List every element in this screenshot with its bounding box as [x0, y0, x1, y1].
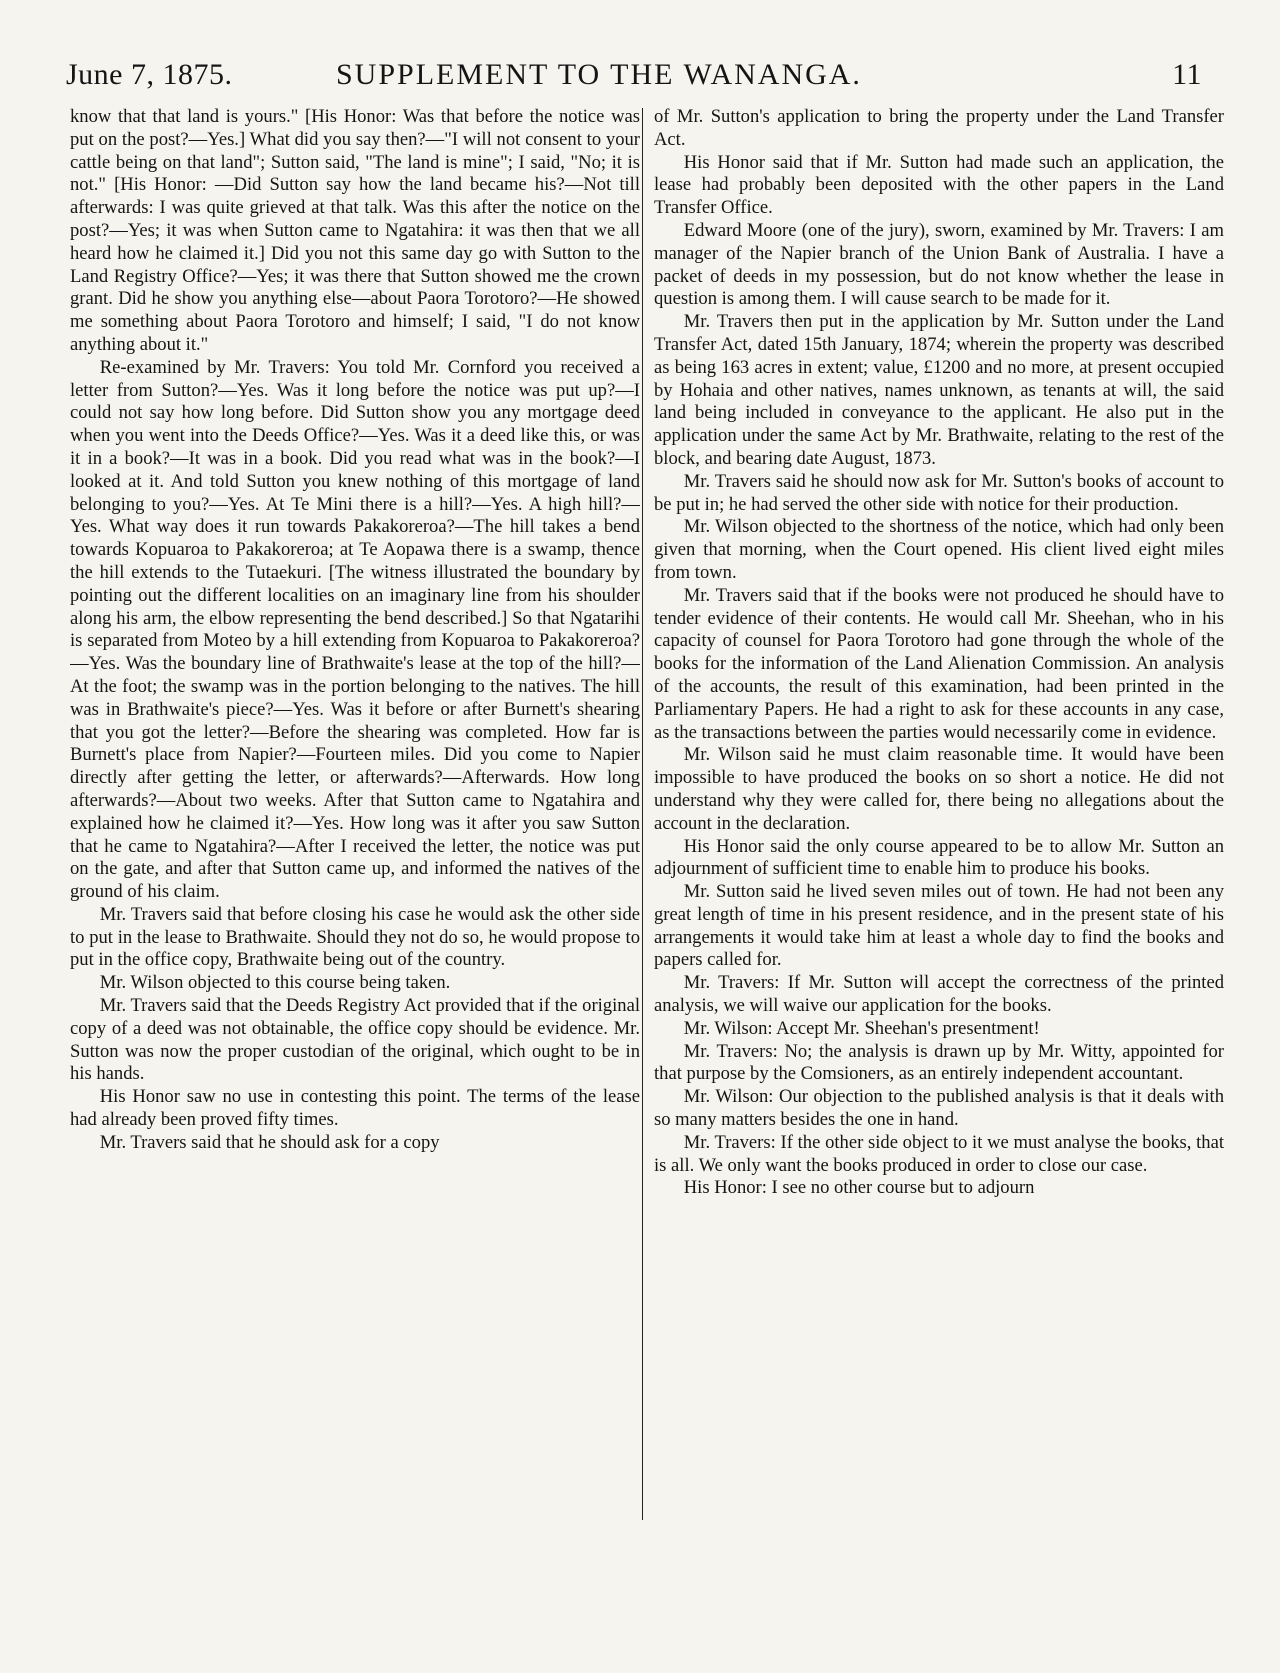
header-date: June 7, 1875.	[66, 58, 233, 91]
paragraph: Mr. Wilson: Accept Mr. Sheehan's presentment!	[683, 1017, 1040, 1039]
paragraph: Mr. Travers said that before closing his case he would ask the other side to put in the lease to Brathwaite. Should they not do so, he would propose to put in the office copy, Brathwaite being out of the country.	[70, 903, 640, 971]
paragraph: His Honor: I see no other course but to adjourn	[683, 1177, 1035, 1199]
left-column	[70, 106, 640, 1626]
paragraph: Mr. Wilson: Our objection to the published analysis is that it deals with so many matters besides the one in hand.	[654, 1086, 1224, 1131]
page-header	[66, 58, 1202, 102]
paragraph: Mr. Travers said that he should ask for a copy	[99, 1131, 440, 1153]
paragraph: Edward Moore (one of the jury), sworn, examined by Mr. Travers: I am manager of the Napier branch of the Union Bank of Australia. I have a packet of deeds in my possession, but do not know whether the lease in question is among them. I will cause search to be made for it.	[654, 219, 1224, 310]
paragraph: Mr. Travers: If Mr. Sutton will accept the correctness of the printed analysis, we will waive our application for the books.	[654, 972, 1224, 1017]
paragraph: Mr. Travers: If the other side object to it we must analyse the books, that is all. We only want the books produced in order to close our case.	[654, 1131, 1224, 1176]
paragraph: Re-examined by Mr. Travers: You told Mr. Cornford you received a letter from Sutton?—Yes. Was it long before the notice was put up?—I could not say how long before. Did Sutton show you any mortgage deed when you went into the Deeds Office?—Yes. Was it a deed like this, or was it in a book?—It was in a book. Did you read what was in the book?—I looked at it. And told Sutton you knew nothing of this mortgage of land belonging to you?—Yes. At Te Mini there is a hill?—Yes. A high hill?—Yes. What way does it run towards Pakakoreroa?—The hill takes a bend towards Kopuaroa to Pakakoreroa; at Te Aopawa there is a swamp, thence the hill extends to the Tutaekuri. [The witness illustrated the boundary by pointing out the different localities on an imaginary line from his shoulder along his arm, the elbow representing the bend described.] So that Ngatarihi is separated from Moteo by a hill extending from Kopuaroa to Pakakoreroa?—Yes. Was the boundary line of Brathwaite's lease at the top of the hill?—At the foot; the swamp was in the portion belonging to the natives. The hill was in Brathwaite's piece?—Yes. Was it before or after Burnett's shearing that you got the letter?—Before the shearing was completed. How far is Burnett's place from Napier?—Fourteen miles. Did you come to Napier directly after getting the letter, or afterwards?—Afterwards. How long afterwards?—About two weeks. After that Sutton came to Ngatahira and explained how he claimed it?—Yes. How long was it after you saw Sutton that he came to Ngatahira?—After I received the letter, the notice was put on the gate, and after that Sutton came up, and informed the natives of the ground of his claim.	[70, 356, 640, 903]
paragraph: Mr. Travers: No; the analysis is drawn up by Mr. Witty, appointed for that purpose by the Comsioners, as an entirely independent accountant.	[654, 1040, 1224, 1085]
right-column	[654, 106, 1224, 1626]
paragraph: Mr. Wilson objected to this course being taken.	[99, 972, 451, 994]
paragraph: Mr. Travers said that if the books were not produced he should have to tender evidence of their contents. He would call Mr. Sheehan, who in his capacity of counsel for Paora Torotoro had gone through the whole of the books for the information of the Land Alienation Commission. An analysis of the accounts, the result of this examination, had been printed in the Parliamentary Papers. He had a right to ask for these accounts in any case, as the transactions between the parties would necessarily come in evidence.	[654, 584, 1224, 743]
paragraph: His Honor said that if Mr. Sutton had made such an application, the lease had probably been deposited with the other papers in the Land Transfer Office.	[654, 151, 1224, 219]
paragraph: Mr. Travers then put in the application by Mr. Sutton under the Land Transfer Act, dated 15th January, 1874; wherein the property was described as being 163 acres in extent; value, £1200 and no more, at present occupied by Hohaia and other natives, names unknown, as tenants at will, the said land being included in conveyance to the applicant. He also put in the application under the same Act by Mr. Brathwaite, relating to the rest of the block, and bearing date August, 1873.	[654, 311, 1224, 469]
paragraph: Mr. Wilson objected to the shortness of the notice, which had only been given that morning, when the Court opened. His client lived eight miles from town.	[654, 516, 1224, 583]
paragraph: Mr. Travers said that the Deeds Registry Act provided that if the original copy of a deed was not obtainable, the office copy should be evidence. Mr. Sutton was now the proper custodian of the original, which ought to be in his hands.	[70, 995, 640, 1085]
page-number: 11	[1172, 58, 1202, 91]
column-divider	[642, 108, 643, 1520]
paragraph: Mr. Wilson said he must claim reasonable time. It would have been impossible to have produced the books on so short a notice. He did not understand why they were called for, there being no allegations about the account in the declaration.	[654, 744, 1224, 834]
paragraph: of Mr. Sutton's application to bring the property under the Land Transfer Act.	[654, 106, 1224, 150]
paragraph: Mr. Sutton said he lived seven miles out of town. He had not been any great length of time in his present residence, and in the present state of his arrangements it would take him at least a whole day to find the books and papers called for.	[654, 881, 1224, 971]
paragraph: His Honor said the only course appeared to be to allow Mr. Sutton an adjournment of sufficient time to enable him to produce his books.	[654, 835, 1224, 880]
paragraph: Mr. Travers said he should now ask for Mr. Sutton's books of account to be put in; he had served the other side with notice for their production.	[654, 470, 1224, 515]
paragraph: know that that land is yours." [His Honor: Was that before the notice was put on the post?—Yes.] What did you say then?—"I will not consent to your cattle being on that land"; Sutton said, "The land is mine"; I said, "No; it is not." [His Honor: —Did Sutton say how the land became his?—Not till afterwards: I was quite grieved at that talk. Was this after the notice on the post?—Yes; it was when Sutton came to Ngatahira: it was then that we all heard how he claimed it.] Did you not this same day go with Sutton to the Land Registry Office?—Yes; it was there that Sutton showed me the crown grant. Did he show you anything else—about Paora Torotoro?—He showed me something about Paora Torotoro and himself; I said, "I do not know anything about it."	[70, 106, 640, 355]
publication-title: SUPPLEMENT TO THE WANANGA.	[336, 58, 862, 91]
paragraph: His Honor saw no use in contesting this point. The terms of the lease had already been proved fifty times.	[70, 1086, 640, 1131]
